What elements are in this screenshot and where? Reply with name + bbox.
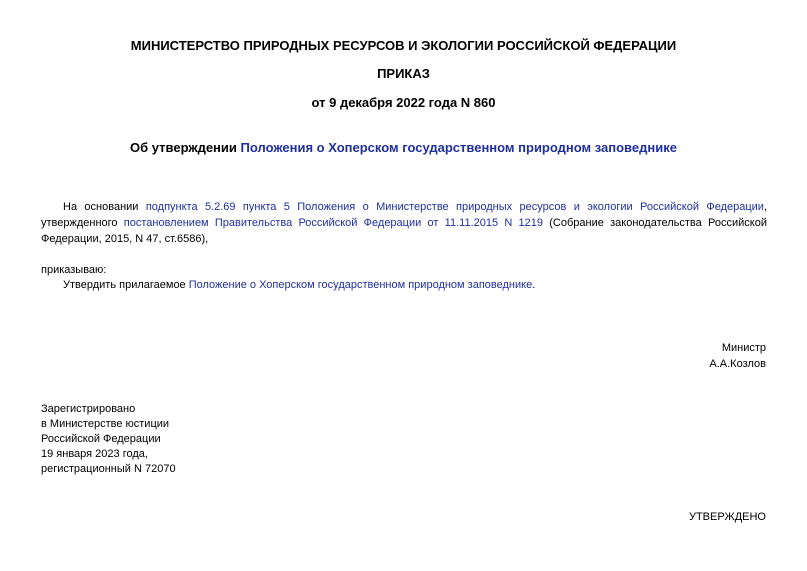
registration-line: регистрационный N 72070 <box>41 463 176 475</box>
basis-text-1: На основании <box>63 201 146 213</box>
subject-link[interactable]: Положения о Хоперском государственном природном заповеднике <box>240 140 677 155</box>
subject-heading <box>0 140 807 156</box>
regulation-document-link[interactable]: Положение о Хоперском государственном природном заповеднике <box>188 279 533 291</box>
signature-block <box>709 340 766 372</box>
date-number-heading: от 9 декабря 2022 года N 860 <box>311 95 496 110</box>
signatory-name: А.А.Козлов <box>709 358 766 370</box>
registration-line: в Министерстве юстиции <box>41 418 170 430</box>
registration-line: 19 января 2023 года, <box>41 448 148 460</box>
ministry-heading: МИНИСТЕРСТВО ПРИРОДНЫХ РЕСУРСОВ И ЭКОЛОГИИ РОССИЙСКОЙ ФЕДЕРАЦИИ <box>130 38 677 53</box>
basis-text-2: , утвержденного <box>41 201 768 229</box>
regulation-link[interactable]: подпункта 5.2.69 пункта 5 Положения о Министерстве природных ресурсов и экологии Российской Федерации <box>145 201 764 213</box>
basis-text-3: (Собрание законодательства Российской Федерации, 2015, N 47, ст.6586), <box>41 217 767 245</box>
signatory-title: Министр <box>721 342 766 354</box>
basis-paragraph <box>41 199 767 247</box>
registration-block <box>41 402 176 477</box>
document-type-heading: ПРИКАЗ <box>377 66 430 81</box>
approved-label: УТВЕРЖДЕНО <box>688 511 766 523</box>
registration-line: Российской Федерации <box>41 433 161 445</box>
approve-paragraph <box>41 277 767 293</box>
resolution-link[interactable]: постановлением Правительства Российской Федерации от 11.11.2015 N 1219 <box>123 217 544 229</box>
registration-line: Зарегистрировано <box>41 403 136 415</box>
subject-prefix: Об утверждении <box>130 140 241 155</box>
approve-text-2: . <box>532 279 536 291</box>
approve-text-1: Утвердить прилагаемое <box>63 279 189 291</box>
decree-word: приказываю: <box>41 264 107 276</box>
